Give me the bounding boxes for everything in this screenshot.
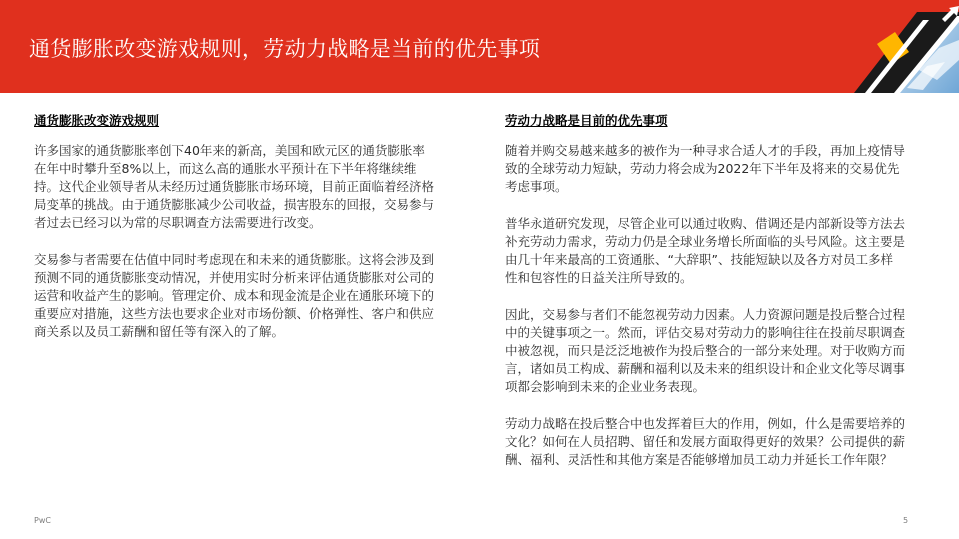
left-column	[34, 112, 434, 360]
page-number: 5	[903, 516, 909, 525]
right-paragraph: 劳动力战略在投后整合中也发挥着巨大的作用，例如，什么是需要培养的文化？如何在人员招聘、留任和发展方面取得更好的效果？公司提供的薪酬、福利、灵活性和其他方案是否能够增加员工动力并延长工作年限？	[505, 416, 906, 467]
right-column	[505, 112, 905, 488]
right-paragraph: 随着并购交易越来越多的被作为一种寻求合适人才的手段，再加上疫情导致的全球劳动力短缺，劳动力将会成为2022年下半年及将来的交易优先考虑事项。	[505, 143, 906, 194]
footer-brand: PwC	[34, 516, 51, 525]
right-column-heading: 劳动力战略是目前的优先事项	[505, 113, 668, 128]
decorative-banner-graphic	[799, 0, 959, 93]
page-title: 通货膨胀改变游戏规则，劳动力战略是当前的优先事项	[29, 37, 541, 61]
left-column-heading: 通货膨胀改变游戏规则	[34, 113, 160, 128]
title-banner	[0, 0, 959, 93]
right-paragraph: 普华永道研究发现，尽管企业可以通过收购、借调还是内部新设等方法去补充劳动力需求，劳动力仍是全球业务增长所面临的头号风险。这主要是由几十年来最高的工资通胀、“大辞职”、技能短缺以及各方对员工多样性和包容性的日益关注所导致的。	[505, 216, 906, 285]
right-paragraph: 因此，交易参与者们不能忽视劳动力因素。人力资源问题是投后整合过程中的关键事项之一。然而，评估交易对劳动力的影响往往在投前尽职调查中被忽视，而只是泛泛地被作为投后整合的一部分来处理。对于收购方而言，诸如员工构成、薪酬和福利以及未来的组织设计和企业文化等尽调事项都会影响到未来的企业业务表现。	[505, 307, 906, 394]
left-paragraph: 许多国家的通货膨胀率创下40年来的新高，美国和欧元区的通货膨胀率在年中时攀升至8%以上，而这么高的通胀水平预计在下半年将继续维持。这代企业领导者从未经历过通货膨胀市场环境，目前正面临着经济格局变革的挑战。由于通货膨胀减少公司收益，损害股东的回报，交易参与者过去已经习以为常的尽职调查方法需要进行改变。	[34, 143, 435, 230]
left-paragraph: 交易参与者需要在估值中同时考虑现在和未来的通货膨胀。这将会涉及到预测不同的通货膨胀变动情况，并使用实时分析来评估通货膨胀对公司的运营和收益产生的影响。管理定价、成本和现金流是企业在通胀环境下的重要应对措施，这些方法也要求企业对市场份额、价格弹性、客户和供应商关系以及员工薪酬和留任等有深入的了解。	[34, 252, 435, 339]
